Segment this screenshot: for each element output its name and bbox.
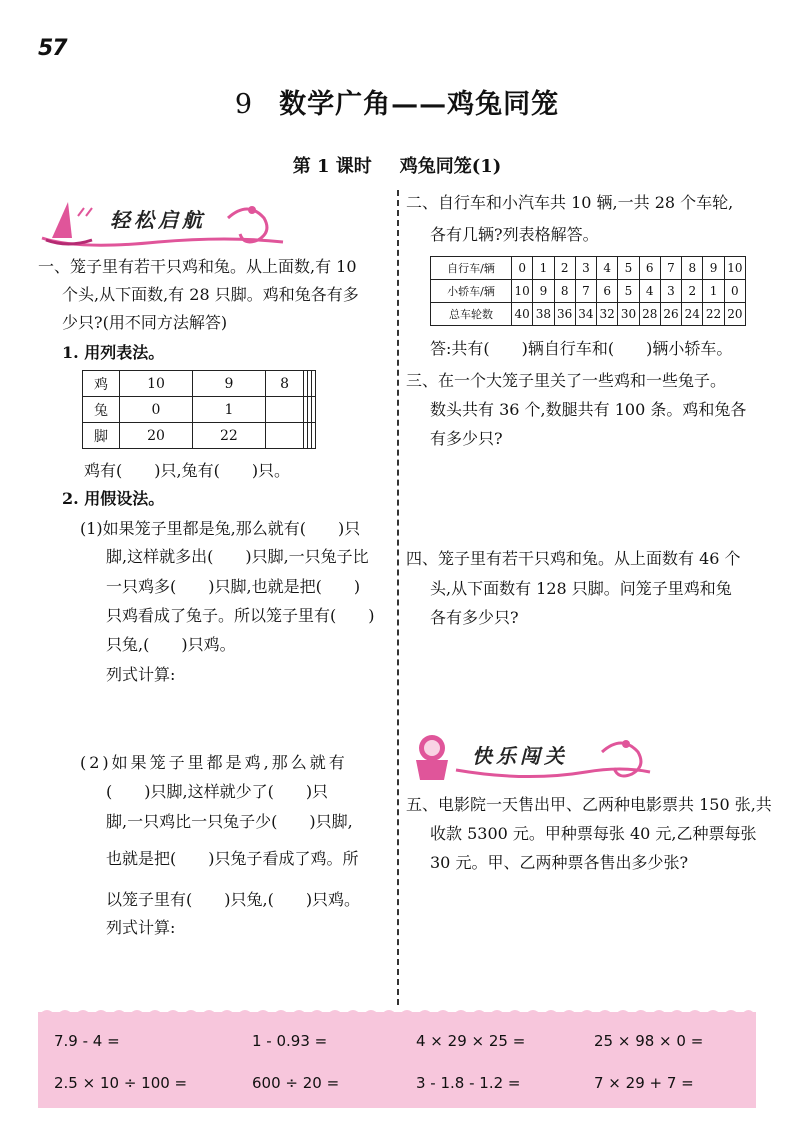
banner-happy-challenge-text: 快乐闯关 [472, 744, 568, 768]
table-cell: 1 [192, 397, 265, 423]
table-cell[interactable] [312, 371, 316, 397]
table-cell: 20 [120, 423, 193, 449]
table-cell: 3 [575, 257, 596, 280]
table-cell: 2 [554, 257, 575, 280]
table-cell: 0 [512, 257, 533, 280]
table-cell: 8 [265, 371, 303, 397]
calc-item: 25 × 98 × 0 = [594, 1032, 704, 1050]
banner-easy-start-text: 轻松启航 [110, 208, 206, 232]
page-title [0, 82, 794, 121]
table-cell: 0 [724, 280, 745, 303]
page-number: 57 [38, 36, 67, 61]
table-cell: 10 [724, 257, 745, 280]
table-cell: 5 [618, 257, 639, 280]
q5-line-1: 五、电影院一天售出甲、乙两种电影票共 150 张,共 [406, 795, 772, 814]
lesson-number: 第 1 课时 [292, 156, 372, 177]
q1-list-table [82, 370, 316, 449]
q1-p2-line-2: ( )只脚,这样就少了( )只 [106, 782, 329, 801]
q1-line-1: 一、笼子里有若干只鸡和兔。从上面数,有 10 [38, 257, 357, 276]
table-cell: 鸡 [83, 371, 120, 397]
q1-p1-line-4: 只鸡看成了兔子。所以笼子里有( ) [106, 606, 375, 625]
calc-item: 7 × 29 + 7 = [594, 1074, 694, 1092]
q1-method2-label: 2. 用假设法。 [62, 489, 165, 508]
q4-line-1: 四、笼子里有若干只鸡和兔。从上面数有 46 个 [406, 549, 741, 568]
table-cell[interactable] [265, 423, 303, 449]
calc-item: 3 - 1.8 - 1.2 = [416, 1074, 521, 1092]
q3-line-3: 有多少只? [430, 429, 503, 448]
calc-item: 1 - 0.93 = [252, 1032, 328, 1050]
calc-item: 600 ÷ 20 = [252, 1074, 340, 1092]
table-cell: 9 [192, 371, 265, 397]
table-cell: 36 [554, 303, 575, 326]
table-cell: 40 [512, 303, 533, 326]
q5-line-2: 收款 5300 元。甲种票每张 40 元,乙种票每张 [430, 824, 757, 843]
mental-math-strip [38, 1012, 756, 1108]
table-cell: 24 [682, 303, 703, 326]
q1-line-3: 少只?(用不同方法解答) [62, 313, 228, 332]
table-cell: 自行车/辆 [431, 257, 512, 280]
q3-line-1: 三、在一个大笼子里关了一些鸡和一些兔子。 [406, 371, 727, 390]
q1-p2-line-3: 脚,一只鸡比一只兔子少( )只脚, [106, 812, 353, 831]
calc-item: 7.9 - 4 = [54, 1032, 120, 1050]
q1-method1-label: 1. 用列表法。 [62, 343, 165, 362]
table-cell: 32 [597, 303, 618, 326]
table-cell: 9 [533, 280, 554, 303]
q1-p2-line-1: (2)如果笼子里都是鸡,那么就有 [80, 753, 348, 772]
table-cell: 10 [512, 280, 533, 303]
table-cell: 8 [682, 257, 703, 280]
table-cell: 22 [192, 423, 265, 449]
banner-happy-challenge [406, 730, 656, 784]
q1-p1-line-2: 脚,这样就多出( )只脚,一只兔子比 [106, 547, 369, 566]
table-cell: 38 [533, 303, 554, 326]
table-cell: 兔 [83, 397, 120, 423]
table-cell: 22 [703, 303, 724, 326]
table-cell: 7 [575, 280, 596, 303]
table-cell: 脚 [83, 423, 120, 449]
table-cell: 30 [618, 303, 639, 326]
q2-line-2: 各有几辆?列表格解答。 [430, 225, 599, 244]
table-cell: 3 [660, 280, 681, 303]
table-cell: 0 [120, 397, 193, 423]
q1-p2-line-4: 也就是把( )只兔子看成了鸡。所 [106, 849, 359, 868]
q1-answer: 鸡有( )只,兔有( )只。 [84, 461, 291, 480]
table-cell: 4 [597, 257, 618, 280]
table-cell: 5 [618, 280, 639, 303]
table-cell: 26 [660, 303, 681, 326]
table-cell: 2 [682, 280, 703, 303]
q4-line-3: 各有多少只? [430, 608, 519, 627]
table-cell: 6 [639, 257, 660, 280]
calc-item: 4 × 29 × 25 = [416, 1032, 526, 1050]
q5-line-3: 30 元。甲、乙两种票各售出多少张? [430, 853, 689, 872]
lesson-title: 鸡兔同笼(1) [399, 156, 502, 177]
table-cell: 8 [554, 280, 575, 303]
q1-p2-line-5: 以笼子里有( )只兔,( )只鸡。 [106, 890, 361, 909]
table-cell[interactable] [312, 423, 316, 449]
table-cell[interactable] [312, 397, 316, 423]
table-cell: 28 [639, 303, 660, 326]
q1-p1-line-1: (1)如果笼子里都是兔,那么就有( )只 [80, 519, 361, 538]
table-cell: 小轿车/辆 [431, 280, 512, 303]
table-cell: 34 [575, 303, 596, 326]
table-cell: 1 [533, 257, 554, 280]
q2-answer: 答:共有( )辆自行车和( )辆小轿车。 [430, 339, 733, 358]
chapter-title: 数学广角——鸡兔同笼 [279, 89, 560, 120]
table-cell: 10 [120, 371, 193, 397]
lesson-subtitle [0, 152, 794, 178]
table-cell: 9 [703, 257, 724, 280]
table-cell: 7 [660, 257, 681, 280]
q1-p2-work-label: 列式计算: [106, 918, 176, 937]
table-cell: 20 [724, 303, 745, 326]
table-cell: 总车轮数 [431, 303, 512, 326]
q2-line-1: 二、自行车和小汽车共 10 辆,一共 28 个车轮, [406, 193, 734, 212]
q1-p1-line-5: 只兔,( )只鸡。 [106, 635, 236, 654]
banner-easy-start [38, 198, 288, 250]
q4-line-2: 头,从下面数有 128 只脚。问笼子里鸡和兔 [430, 579, 732, 598]
table-cell[interactable] [265, 397, 303, 423]
q1-p1-work-label: 列式计算: [106, 665, 176, 684]
table-cell: 4 [639, 280, 660, 303]
table-cell: 6 [597, 280, 618, 303]
column-divider [397, 190, 399, 1005]
chapter-number: 9 [234, 89, 254, 120]
scalloped-edge [38, 1004, 756, 1016]
q2-list-table [430, 256, 746, 326]
q3-line-2: 数头共有 36 个,数腿共有 100 条。鸡和兔各 [430, 400, 747, 419]
table-cell: 1 [703, 280, 724, 303]
calc-item: 2.5 × 10 ÷ 100 = [54, 1074, 188, 1092]
q1-line-2: 个头,从下面数,有 28 只脚。鸡和兔各有多 [62, 285, 359, 304]
q1-p1-line-3: 一只鸡多( )只脚,也就是把( ) [106, 577, 361, 596]
